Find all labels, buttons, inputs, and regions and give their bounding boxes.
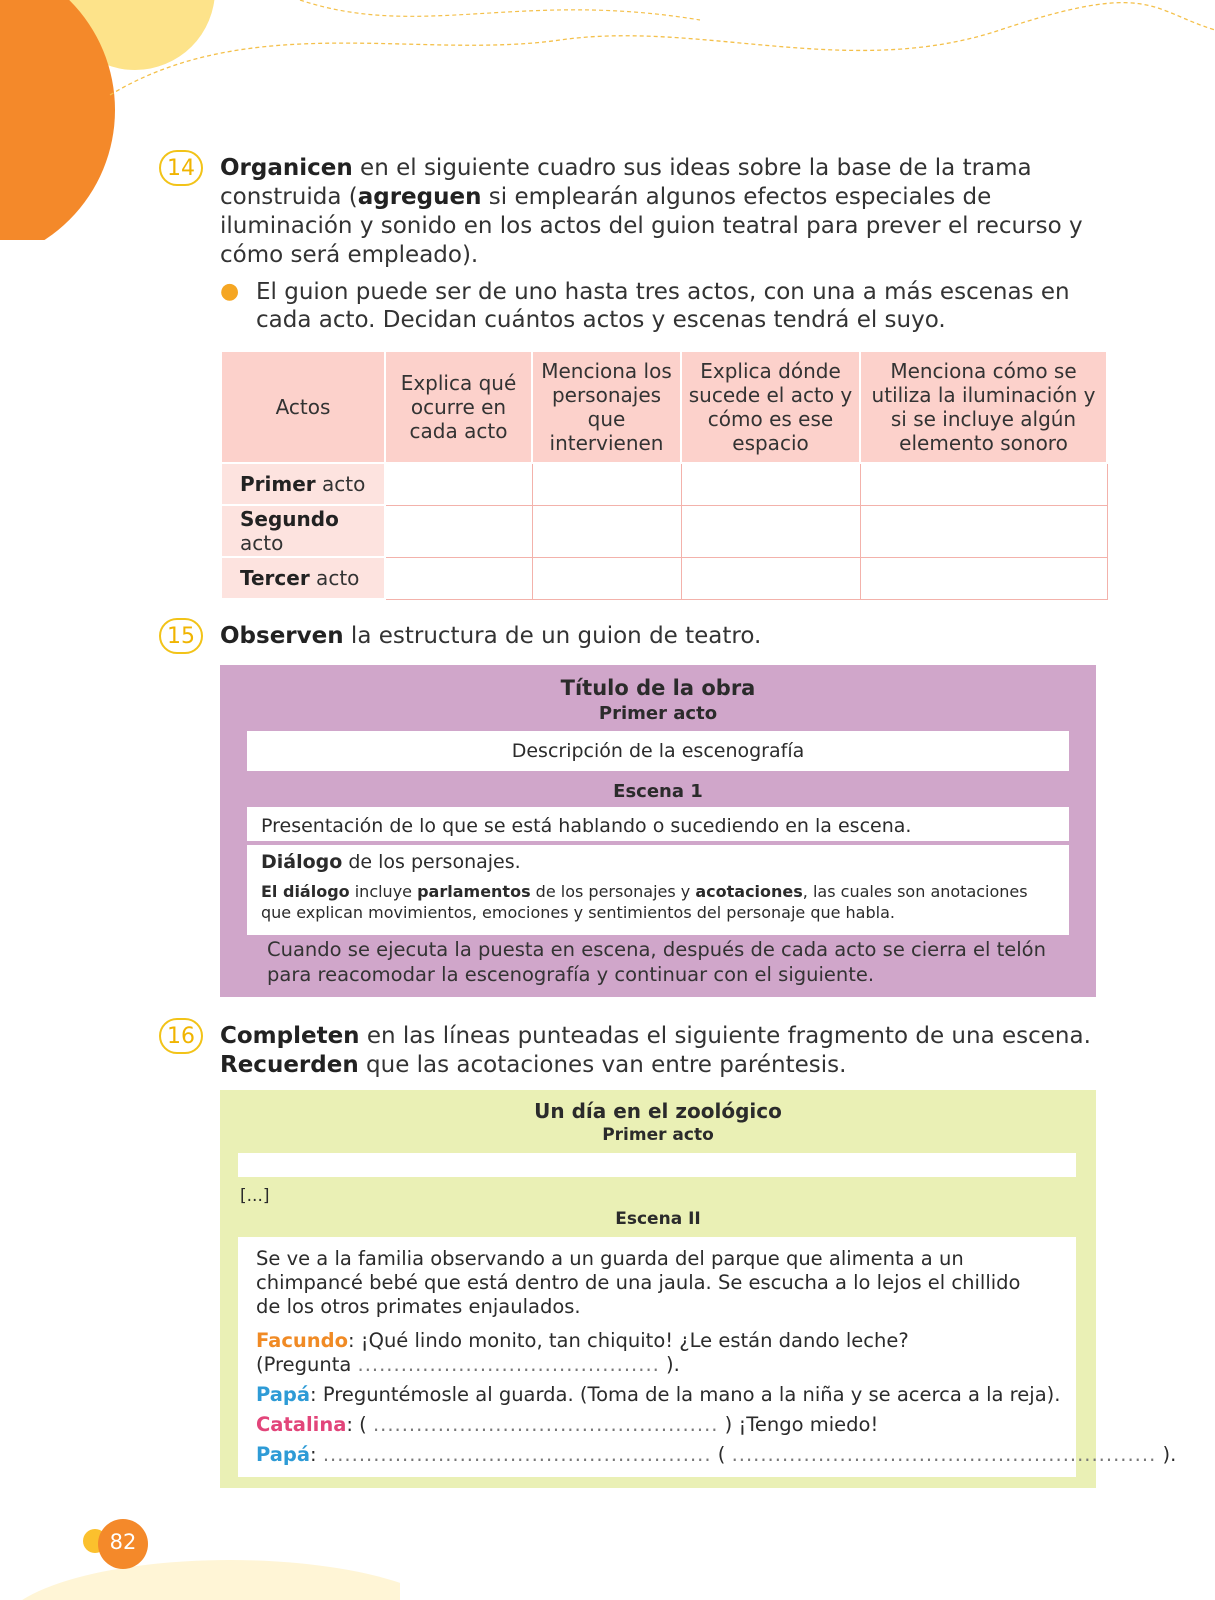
dialog-heading: [261, 851, 1061, 873]
papa2-middle: (: [711, 1443, 732, 1466]
q16-lead2: Recuerden: [220, 1052, 359, 1078]
q16-lead: Completen: [220, 1023, 360, 1049]
fragment-ellipsis: [...]: [240, 1186, 270, 1206]
header-iluminacion: Menciona cómo se utiliza la iluminación y si se incluye algún elemento sonoro: [860, 351, 1107, 463]
answer-cell[interactable]: [681, 557, 860, 599]
q16-text: en las líneas punteadas el siguiente fragmento de una escena.: [359, 1023, 1091, 1049]
fragment-scene: Escena II: [615, 1209, 701, 1229]
dialog-line-facundo: [256, 1329, 1076, 1377]
q14-bold2: agreguen: [357, 184, 482, 210]
facundo-text: : ¡Qué lindo monito, tan chiquito! ¿Le están dando leche?: [348, 1329, 909, 1352]
answer-cell[interactable]: [860, 557, 1107, 599]
answer-cell[interactable]: [681, 463, 860, 505]
scenography-box: Descripción de la escenografía: [247, 731, 1069, 771]
blank-line-facundo[interactable]: ..........................................: [357, 1353, 660, 1376]
presentation-box: [247, 807, 1069, 841]
note-bold-3: acotaciones: [695, 882, 803, 901]
answer-cell[interactable]: [385, 505, 532, 557]
q15-lead: Observen: [220, 623, 344, 649]
answer-cell[interactable]: [532, 557, 681, 599]
q14-text-a: en el siguiente cuadro sus ideas sobre la base de la trama construida (: [220, 155, 1032, 210]
character-papa: Papá: [256, 1443, 311, 1466]
facundo-line2-start: (Pregunta: [256, 1353, 358, 1376]
dialog-box: [247, 845, 1069, 935]
catalina-start: : (: [346, 1413, 373, 1436]
answer-cell[interactable]: [532, 505, 681, 557]
q14-bullet-text: El guion puede ser de uno hasta tres actos, con una a más escenas en cada acto. Decidan cuántos actos y escenas tendrá el suyo.: [256, 279, 1070, 333]
answer-cell[interactable]: [532, 463, 681, 505]
header-actos: Actos: [221, 351, 385, 463]
row-label-tercer: [221, 557, 385, 599]
q16-instruction: [220, 1022, 1100, 1080]
row-label-bold: Tercer: [240, 566, 310, 590]
question-number-14: 14: [159, 150, 203, 186]
page-number: 82: [109, 1530, 137, 1554]
q16-text2: que las acotaciones van entre paréntesis.: [358, 1052, 847, 1078]
papa2-end: ).: [1156, 1443, 1177, 1466]
presentation-text: Presentación de lo que se está hablando o sucediendo en la escena.: [261, 815, 912, 837]
closing-note: Cuando se ejecuta la puesta en escena, después de cada acto se cierra el telón para reacomodar la escenografía y continuar con el siguiente.: [267, 938, 1046, 986]
scene-fragment-box: [220, 1090, 1177, 1488]
question-number-16: 16: [159, 1018, 203, 1054]
header-donde: Explica dónde sucede el acto y cómo es ese espacio: [681, 351, 860, 463]
decorative-footer-shape: [0, 1540, 400, 1600]
structure-act: Primer acto: [598, 703, 718, 724]
character-catalina: Catalina: [256, 1413, 347, 1436]
structure-scene: Escena 1: [613, 781, 703, 802]
character-facundo: Facundo: [256, 1329, 349, 1352]
note-text-2: de los personajes y: [530, 882, 696, 901]
dialog-line-papa-2: [256, 1443, 1177, 1467]
q14-lead: Organicen: [220, 155, 353, 181]
blank-line-papa-2[interactable]: ...........................................................: [731, 1443, 1157, 1466]
answer-cell[interactable]: [860, 505, 1107, 557]
character-papa: Papá: [256, 1383, 311, 1406]
q15-instruction: [220, 622, 1100, 651]
table-row: [221, 557, 1107, 599]
table-row: [221, 505, 1107, 557]
plan-table-header: [221, 351, 1107, 463]
note-bold-2: parlamentos: [417, 882, 531, 901]
row-label-bold: Segundo: [240, 507, 339, 531]
note-bold-1: El diálogo: [261, 882, 350, 901]
q14-instruction: [220, 154, 1100, 270]
dialog-note: [261, 881, 1061, 923]
page-number-badge: [76, 1518, 148, 1570]
answer-cell[interactable]: [385, 463, 532, 505]
script-structure-box: [220, 665, 1096, 997]
question-number-15: 15: [159, 618, 203, 654]
facundo-line2-end: ).: [659, 1353, 680, 1376]
header-personajes: Menciona los personajes que intervienen: [532, 351, 681, 463]
row-label-segundo: [221, 505, 385, 557]
dialog-line-catalina: [256, 1413, 1076, 1437]
row-label-rest: acto: [240, 531, 284, 555]
scene-description: Se ve a la familia observando a un guarda del parque que alimenta a un chimpancé bebé que está dentro de una jaula. Se escucha a lo lejos el chillido de los otros primates enjaulados.: [256, 1247, 1021, 1318]
dialog-line-papa: [256, 1383, 1076, 1407]
blank-line-catalina[interactable]: ................................................: [372, 1413, 719, 1436]
fragment-act: Primer acto: [602, 1125, 714, 1145]
dialog-rest: de los personajes.: [342, 851, 521, 873]
answer-cell[interactable]: [681, 505, 860, 557]
structure-title: Título de la obra: [560, 676, 756, 700]
header-explica: Explica qué ocurre en cada acto: [385, 351, 532, 463]
blank-line-papa-1[interactable]: ......................................................: [322, 1443, 712, 1466]
table-row: [221, 463, 1107, 505]
note-text-1: incluye: [349, 882, 418, 901]
plan-table: [220, 350, 1108, 600]
note-text-3: , las cuales son anotaciones que explican movimientos, emociones y sentimientos del personaje que habla.: [261, 882, 1028, 922]
q14-text-b: si emplearán algunos efectos especiales de iluminación y sonido en los actos del guion teatral para prever el recurso y cómo será empleado).: [220, 184, 1083, 268]
scenography-blank-field[interactable]: [238, 1153, 1076, 1177]
row-label-rest: acto: [315, 472, 366, 496]
dialog-bold: Diálogo: [261, 851, 343, 873]
scene-text-box: [238, 1237, 1177, 1477]
catalina-end: ) ¡Tengo miedo!: [718, 1413, 879, 1436]
papa-text: : Preguntémosle al guarda. (Toma de la mano a la niña y se acerca a la reja).: [310, 1383, 1061, 1406]
papa2-start: :: [310, 1443, 323, 1466]
fragment-title: Un día en el zoológico: [534, 1099, 782, 1123]
q15-text: la estructura de un guion de teatro.: [343, 623, 762, 649]
row-label-rest: acto: [309, 566, 360, 590]
bullet-dot-icon: ●: [220, 279, 240, 304]
row-label-primer: [221, 463, 385, 505]
q14-bullet: [220, 278, 1080, 338]
row-label-bold: Primer: [240, 472, 316, 496]
answer-cell[interactable]: [860, 463, 1107, 505]
answer-cell[interactable]: [385, 557, 532, 599]
